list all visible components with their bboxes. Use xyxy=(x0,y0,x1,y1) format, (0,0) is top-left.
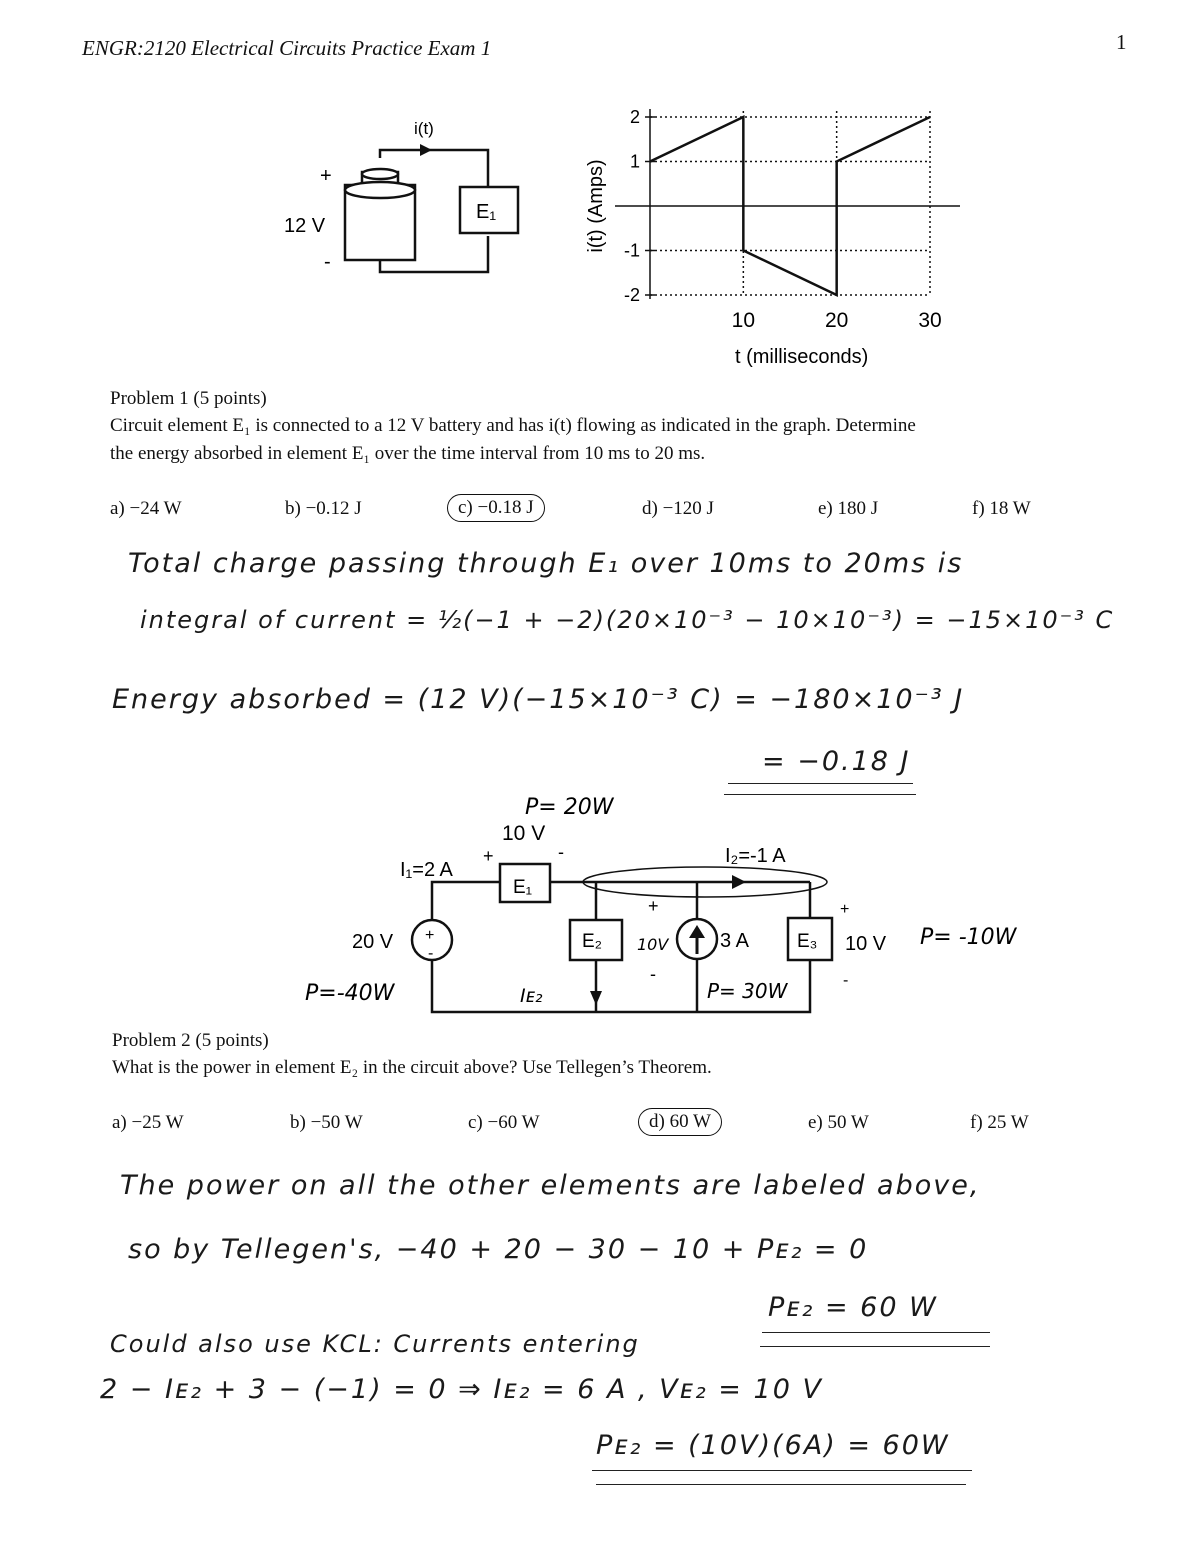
problem1-work-line2: integral of current = ½(−1 + −2)(20×10⁻³ − 10×10⁻³) = −15×10⁻³ C xyxy=(140,606,1115,634)
chart-ylabel: i(t) (Amps) xyxy=(585,159,607,253)
problem1-text-line2: the energy absorbed in element E₁ over the time interval from 10 ms to 20 ms. xyxy=(110,443,706,464)
problem2-work-line4: Could also use KCL: Currents entering xyxy=(110,1330,640,1358)
current-vs-time-chart xyxy=(575,95,970,375)
battery-plus-sign: + xyxy=(320,165,332,187)
problem2-choice-d-selected: d) 60 W xyxy=(638,1108,722,1136)
current-source-label: 3 A xyxy=(720,930,749,952)
problem1-work-result: = −0.18 J xyxy=(762,746,911,777)
x-tick-label: 30 xyxy=(918,309,942,332)
source-minus-sign: - xyxy=(428,945,434,962)
problem1-choice-f: f) 18 W xyxy=(972,498,1031,519)
tellegen-circuit-diagram xyxy=(300,780,1060,1025)
current-arrow-icon xyxy=(420,144,432,156)
page-header-title: ENGR:2120 Electrical Circuits Practice Exam 1 xyxy=(82,36,492,60)
source-voltage-label: 20 V xyxy=(352,931,394,953)
battery-minus-sign: - xyxy=(324,251,331,273)
problem2-work-line3: Pᴇ₂ = 60 W xyxy=(768,1292,938,1323)
pe2-underline-1 xyxy=(762,1332,990,1333)
problem1-choice-a: a) −24 W xyxy=(110,498,182,519)
e1-minus-sign: - xyxy=(558,842,564,862)
source-plus-sign: + xyxy=(425,927,435,944)
problem1-title: Problem 1 (5 points) xyxy=(110,388,267,409)
power-current-source-label: P= 30W xyxy=(707,979,788,1003)
problem2-work-line2: so by Tellegen's, −40 + 20 − 30 − 10 + Pᴇ₂ = 0 xyxy=(128,1234,869,1265)
problem2-choice-c: c) −60 W xyxy=(468,1112,540,1133)
problem1-choice-c-selected: c) −0.18 J xyxy=(447,494,545,522)
current-i2-label: I₂=-1 A xyxy=(725,845,786,867)
problem1-choice-b: b) −0.12 J xyxy=(285,498,362,519)
final-underline-2 xyxy=(596,1484,966,1485)
e2-minus-sign: - xyxy=(650,964,656,984)
x-tick-label: 10 xyxy=(731,309,756,332)
voltage-e1-label: 10 V xyxy=(502,822,546,845)
y-tick-label: 1 xyxy=(629,151,640,172)
current-i1-label: I₁=2 A xyxy=(400,859,453,881)
problem1-choice-e: e) 180 J xyxy=(818,498,879,519)
problem2-choice-f: f) 25 W xyxy=(970,1112,1029,1133)
problem2-choice-b: b) −50 W xyxy=(290,1112,363,1133)
problem2-work-line5: 2 − Iᴇ₂ + 3 − (−1) = 0 ⇒ Iᴇ₂ = 6 A , Vᴇ₂ = 10 V xyxy=(100,1374,823,1405)
current-label: i(t) xyxy=(414,119,434,138)
problem2-title: Problem 2 (5 points) xyxy=(112,1030,269,1051)
problem2-work-line1: The power on all the other elements are labeled above, xyxy=(120,1170,981,1201)
e2-label: E₂ xyxy=(582,931,603,952)
battery-circuit-diagram xyxy=(280,110,530,280)
problem2-choice-e: e) 50 W xyxy=(808,1112,869,1133)
problem2-choice-a: a) −25 W xyxy=(112,1112,184,1133)
power-e1-label: P= 20W xyxy=(525,795,614,820)
power-source-label: P=-40W xyxy=(305,981,395,1006)
problem1-text-line1: Circuit element E₁ is connected to a 12 V battery and has i(t) flowing as indicated in the graph. Determine xyxy=(110,415,916,436)
e1-label: E₁ xyxy=(513,877,533,898)
e2-plus-sign: + xyxy=(648,896,659,916)
ie2-arrow-icon xyxy=(590,991,602,1005)
y-tick-label: -1 xyxy=(623,240,640,261)
page-number: 1 xyxy=(1116,30,1127,54)
e3-minus-sign: - xyxy=(843,972,849,989)
problem2-work-line6: Pᴇ₂ = (10V)(6A) = 60W xyxy=(596,1430,950,1461)
voltage-e3-label: 10 V xyxy=(845,933,887,955)
battery-voltage-label: 12 V xyxy=(284,215,326,237)
power-e3-label: P= -10W xyxy=(920,925,1017,950)
y-tick-label: -2 xyxy=(623,285,640,305)
element-e1-label: E₁ xyxy=(476,201,497,223)
problem2-text: What is the power in element E₂ in the circuit above? Use Tellegen’s Theorem. xyxy=(112,1057,712,1078)
current-i2-arrow-icon xyxy=(732,875,746,889)
ie2-label: Iᴇ₂ xyxy=(520,985,543,1007)
e2-voltage-label: 10V xyxy=(637,935,669,954)
chart-xlabel: t (milliseconds) xyxy=(734,346,869,368)
problem1-work-line3: Energy absorbed = (12 V)(−15×10⁻³ C) = −180×10⁻³ J xyxy=(112,684,965,715)
e3-plus-sign: + xyxy=(840,901,850,918)
pe2-underline-2 xyxy=(760,1346,990,1347)
e1-plus-sign: + xyxy=(483,846,494,866)
x-tick-label: 20 xyxy=(824,309,849,332)
final-underline-1 xyxy=(592,1470,972,1471)
problem1-work-line1: Total charge passing through E₁ over 10ms to 20ms is xyxy=(128,548,964,579)
chart-grid xyxy=(650,111,930,295)
e3-label: E₃ xyxy=(797,931,818,952)
chart-ticks xyxy=(624,107,942,332)
y-tick-label: 2 xyxy=(629,107,640,127)
problem1-choice-d: d) −120 J xyxy=(642,498,714,519)
